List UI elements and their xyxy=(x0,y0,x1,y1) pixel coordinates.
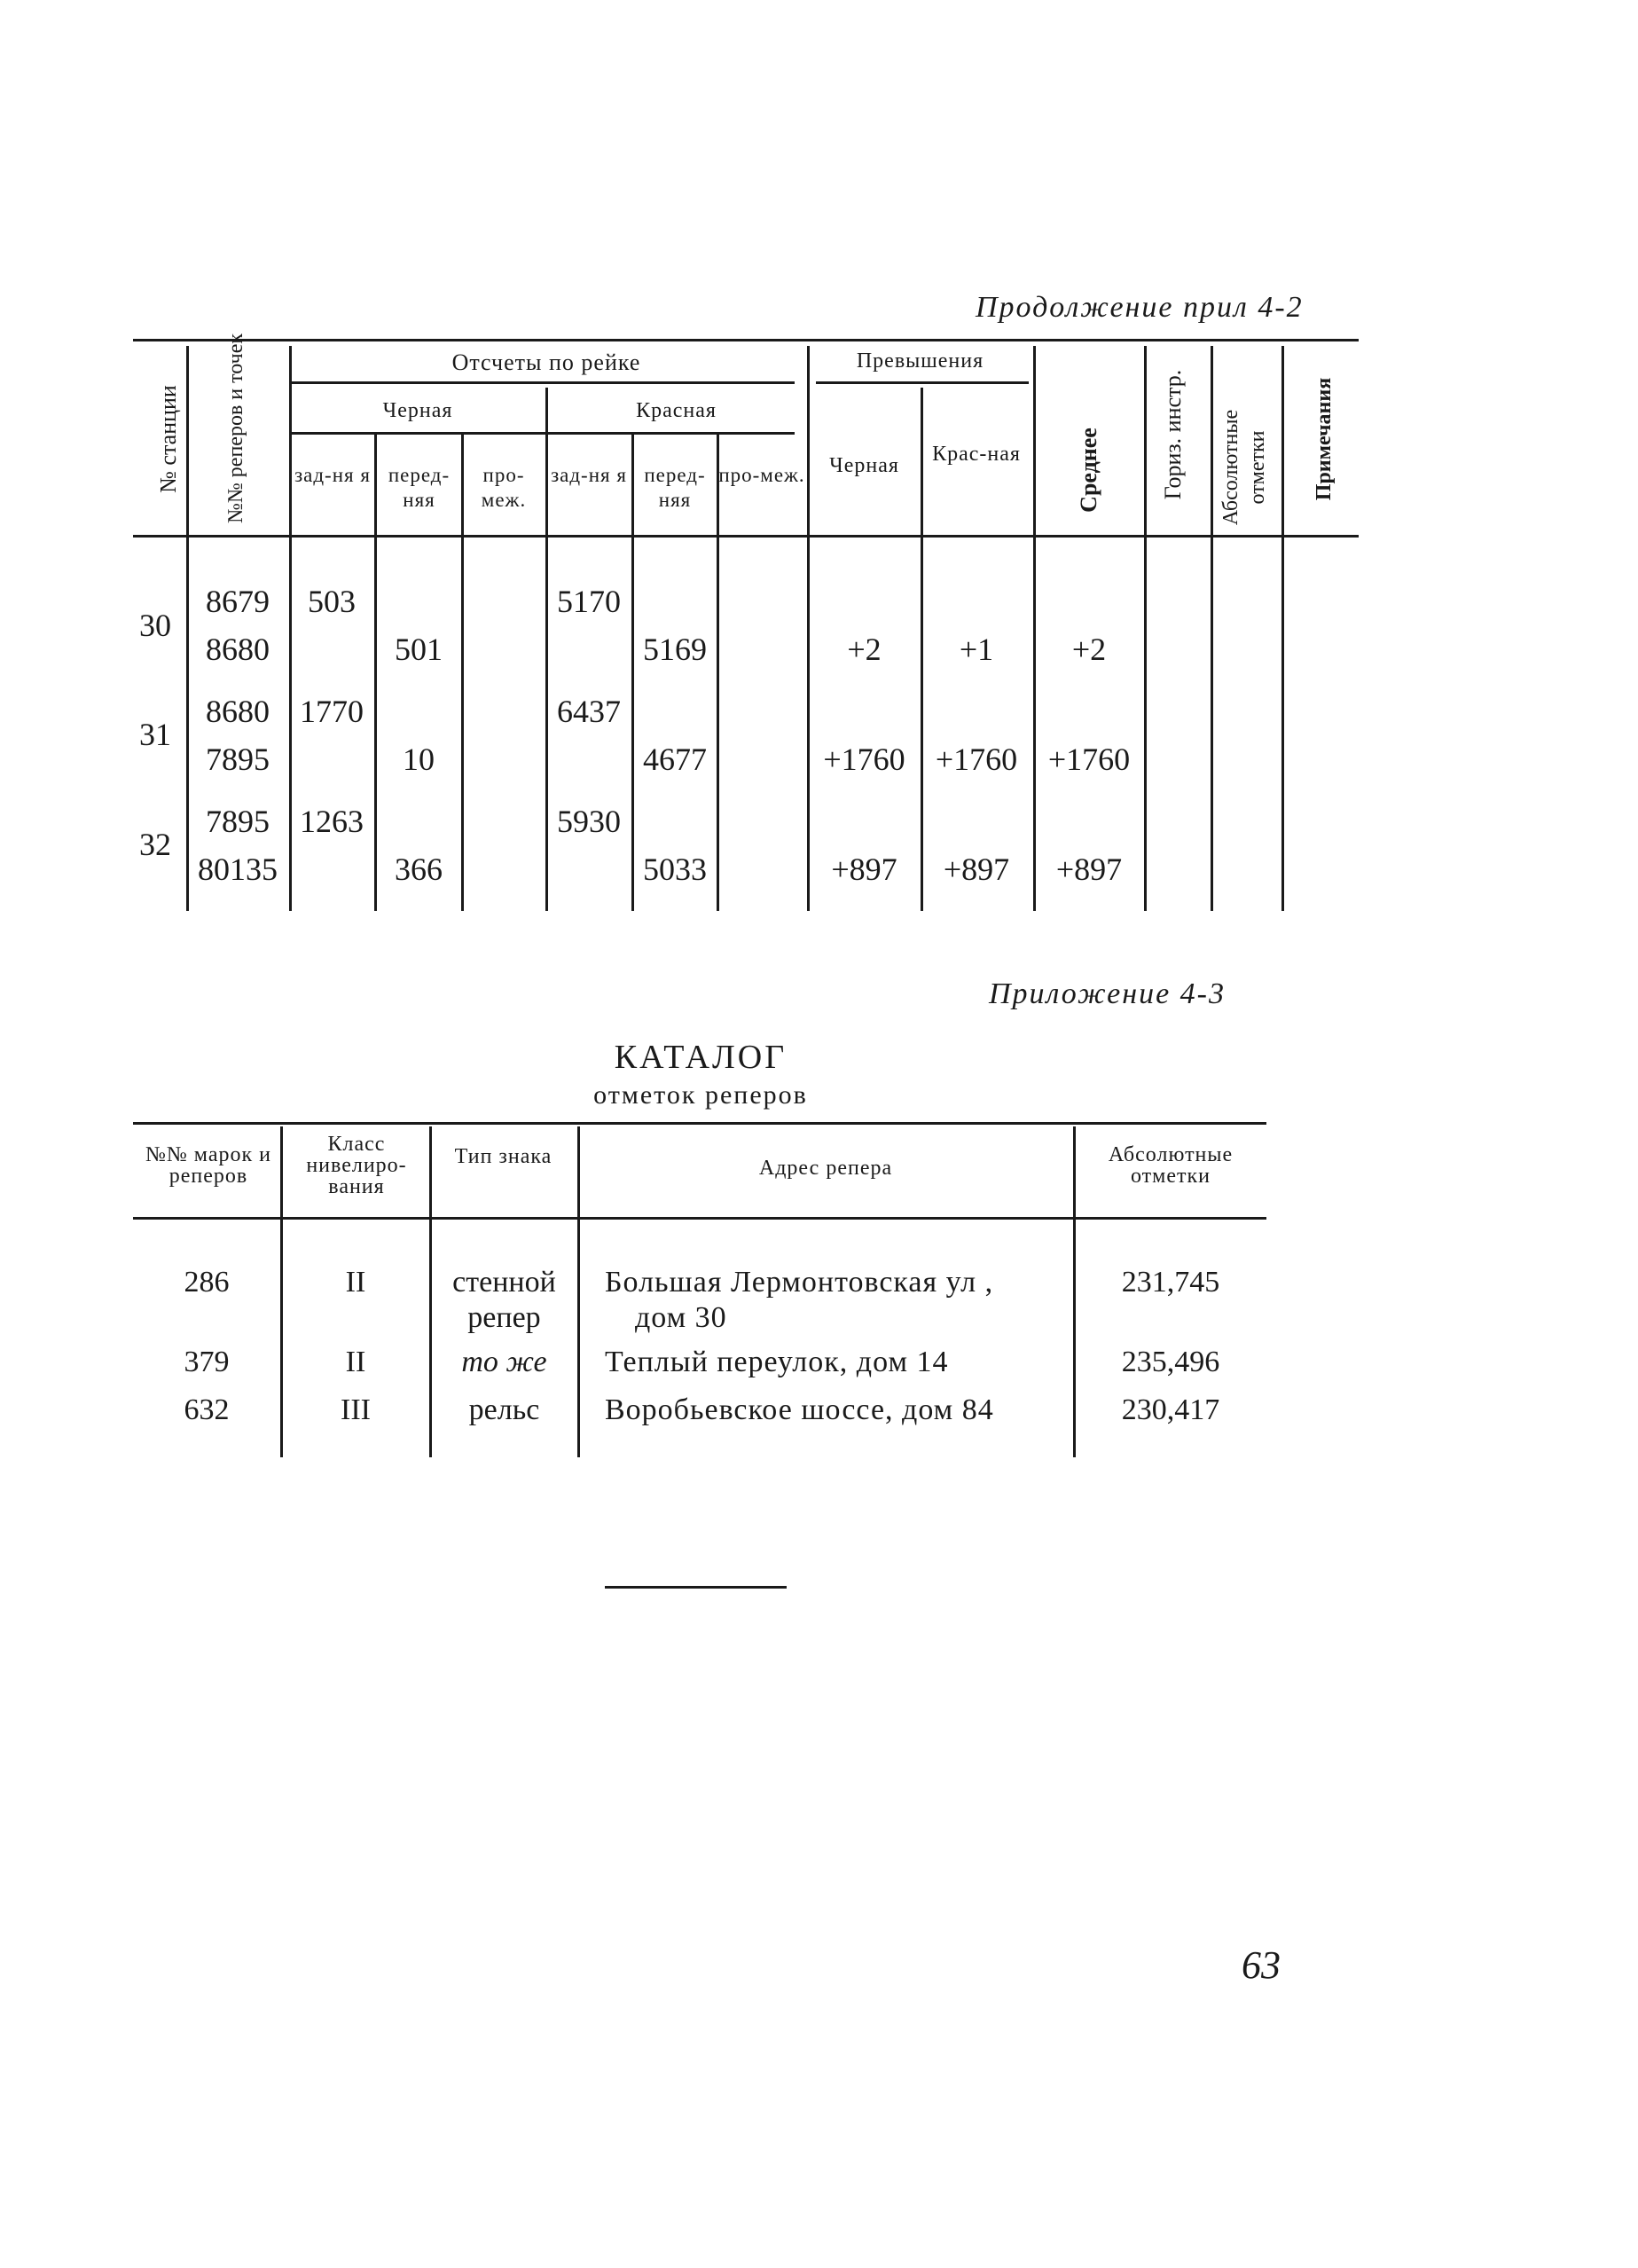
excess-black: +897 xyxy=(831,851,897,887)
mark-number: 632 xyxy=(184,1393,230,1426)
col-divider xyxy=(1033,346,1036,911)
header-exc-red: Крас-ная xyxy=(932,443,1021,466)
header-inter-red: про-меж. xyxy=(718,464,805,486)
absolute-elevation: 235,496 xyxy=(1121,1346,1220,1378)
header-front-red: перед-няя xyxy=(644,464,706,511)
header-back-black: зад-ня я xyxy=(294,464,371,486)
excess-mean: +1760 xyxy=(1047,742,1131,777)
catalog-top-rule xyxy=(133,1122,1266,1125)
benchmark-address: Большая Лермонтовская ул , xyxy=(605,1266,994,1299)
col-divider xyxy=(1281,346,1284,911)
sign-type-line2: репер xyxy=(467,1301,541,1334)
catalog-header-rule xyxy=(133,1217,1266,1220)
catalog-subtitle: отметок реперов xyxy=(593,1080,808,1110)
header-type: Тип знака xyxy=(454,1145,553,1168)
station-number: 30 xyxy=(139,608,171,643)
sign-type: рельс xyxy=(468,1393,540,1426)
col-divider xyxy=(1144,346,1147,911)
header-marks: №№ марок и реперов xyxy=(145,1143,271,1188)
header-readings: Отсчеты по рейке xyxy=(451,349,641,375)
front-red-reading: 5033 xyxy=(643,851,707,887)
header-back-red: зад-ня я xyxy=(551,464,627,486)
header-inter-black: про-меж. xyxy=(481,464,527,511)
mark-number: 286 xyxy=(184,1266,230,1299)
header-abs: Абсолютные отметки xyxy=(1108,1143,1234,1188)
back-red-reading: 5930 xyxy=(557,804,621,839)
back-red-reading: 5170 xyxy=(557,584,621,619)
sign-type: то же xyxy=(461,1346,547,1378)
header-address: Адрес репера xyxy=(758,1157,893,1180)
col-divider xyxy=(807,346,810,911)
header-excess: Превышения xyxy=(856,349,984,373)
excess-rule xyxy=(816,381,1029,384)
col-divider xyxy=(577,1126,580,1457)
absolute-elevation: 231,745 xyxy=(1121,1266,1220,1299)
excess-mean: +897 xyxy=(1055,851,1123,887)
front-red-reading: 4677 xyxy=(643,742,707,777)
front-black-reading: 366 xyxy=(395,851,443,887)
back-black-reading: 1770 xyxy=(300,694,364,729)
leveling-class: II xyxy=(345,1266,366,1299)
header-horiz: Гориз. инстр. xyxy=(1160,369,1186,500)
excess-red: +1760 xyxy=(935,742,1018,777)
mark-number: 379 xyxy=(184,1346,230,1378)
header-red: Красная xyxy=(636,399,717,422)
header-station: № станции xyxy=(155,385,181,493)
table-top-rule xyxy=(133,339,1359,341)
point-number: 8680 xyxy=(206,694,270,729)
point-number: 7895 xyxy=(206,742,270,777)
excess-black: +1760 xyxy=(823,742,905,777)
appendix-label: Приложение 4-3 xyxy=(989,977,1226,1010)
excess-mean: +2 xyxy=(1071,632,1107,667)
readings-rule xyxy=(289,381,795,384)
absolute-elevation: 230,417 xyxy=(1121,1393,1220,1426)
station-number: 31 xyxy=(139,717,171,752)
front-black-reading: 501 xyxy=(395,632,443,667)
header-mean: Среднее xyxy=(1076,428,1101,513)
col-divider xyxy=(717,435,719,911)
header-front-black: перед-няя xyxy=(388,464,451,511)
front-red-reading: 5169 xyxy=(643,632,707,667)
front-black-reading: 10 xyxy=(403,742,435,777)
station-number: 32 xyxy=(139,827,171,862)
point-number: 7895 xyxy=(206,804,270,839)
catalog-title: КАТАЛОГ xyxy=(614,1039,788,1076)
back-black-reading: 503 xyxy=(308,584,356,619)
benchmark-address-line2: дом 30 xyxy=(635,1301,727,1334)
sign-type: стенной xyxy=(452,1266,556,1299)
leveling-class: III xyxy=(341,1393,371,1426)
back-red-reading: 6437 xyxy=(557,694,621,729)
col-divider xyxy=(1211,346,1213,911)
section-end-rule xyxy=(605,1586,787,1589)
back-black-reading: 1263 xyxy=(300,804,364,839)
header-notes: Примечания xyxy=(1313,377,1336,501)
continuation-header: Продолжение прил 4-2 xyxy=(976,291,1304,324)
point-number: 8679 xyxy=(206,584,270,619)
excess-black: +2 xyxy=(847,632,882,667)
benchmark-address: Воробьевское шоссе, дом 84 xyxy=(605,1393,994,1426)
benchmark-address: Теплый переулок, дом 14 xyxy=(605,1346,949,1378)
point-number: 80135 xyxy=(198,851,278,887)
header-exc-black: Черная xyxy=(829,454,899,477)
page-number: 63 xyxy=(1242,1943,1281,1987)
header-black: Черная xyxy=(382,399,453,422)
point-number: 8680 xyxy=(206,632,270,667)
header-abs: Абсолютные отметки xyxy=(1219,409,1269,526)
excess-red: +897 xyxy=(943,851,1010,887)
header-bottom-rule xyxy=(133,535,1359,538)
leveling-class: II xyxy=(345,1346,366,1378)
header-points: №№ реперов и точек xyxy=(224,333,247,523)
header-class: Класс нивелиро-вания xyxy=(306,1133,407,1198)
excess-red: +1 xyxy=(959,632,994,667)
